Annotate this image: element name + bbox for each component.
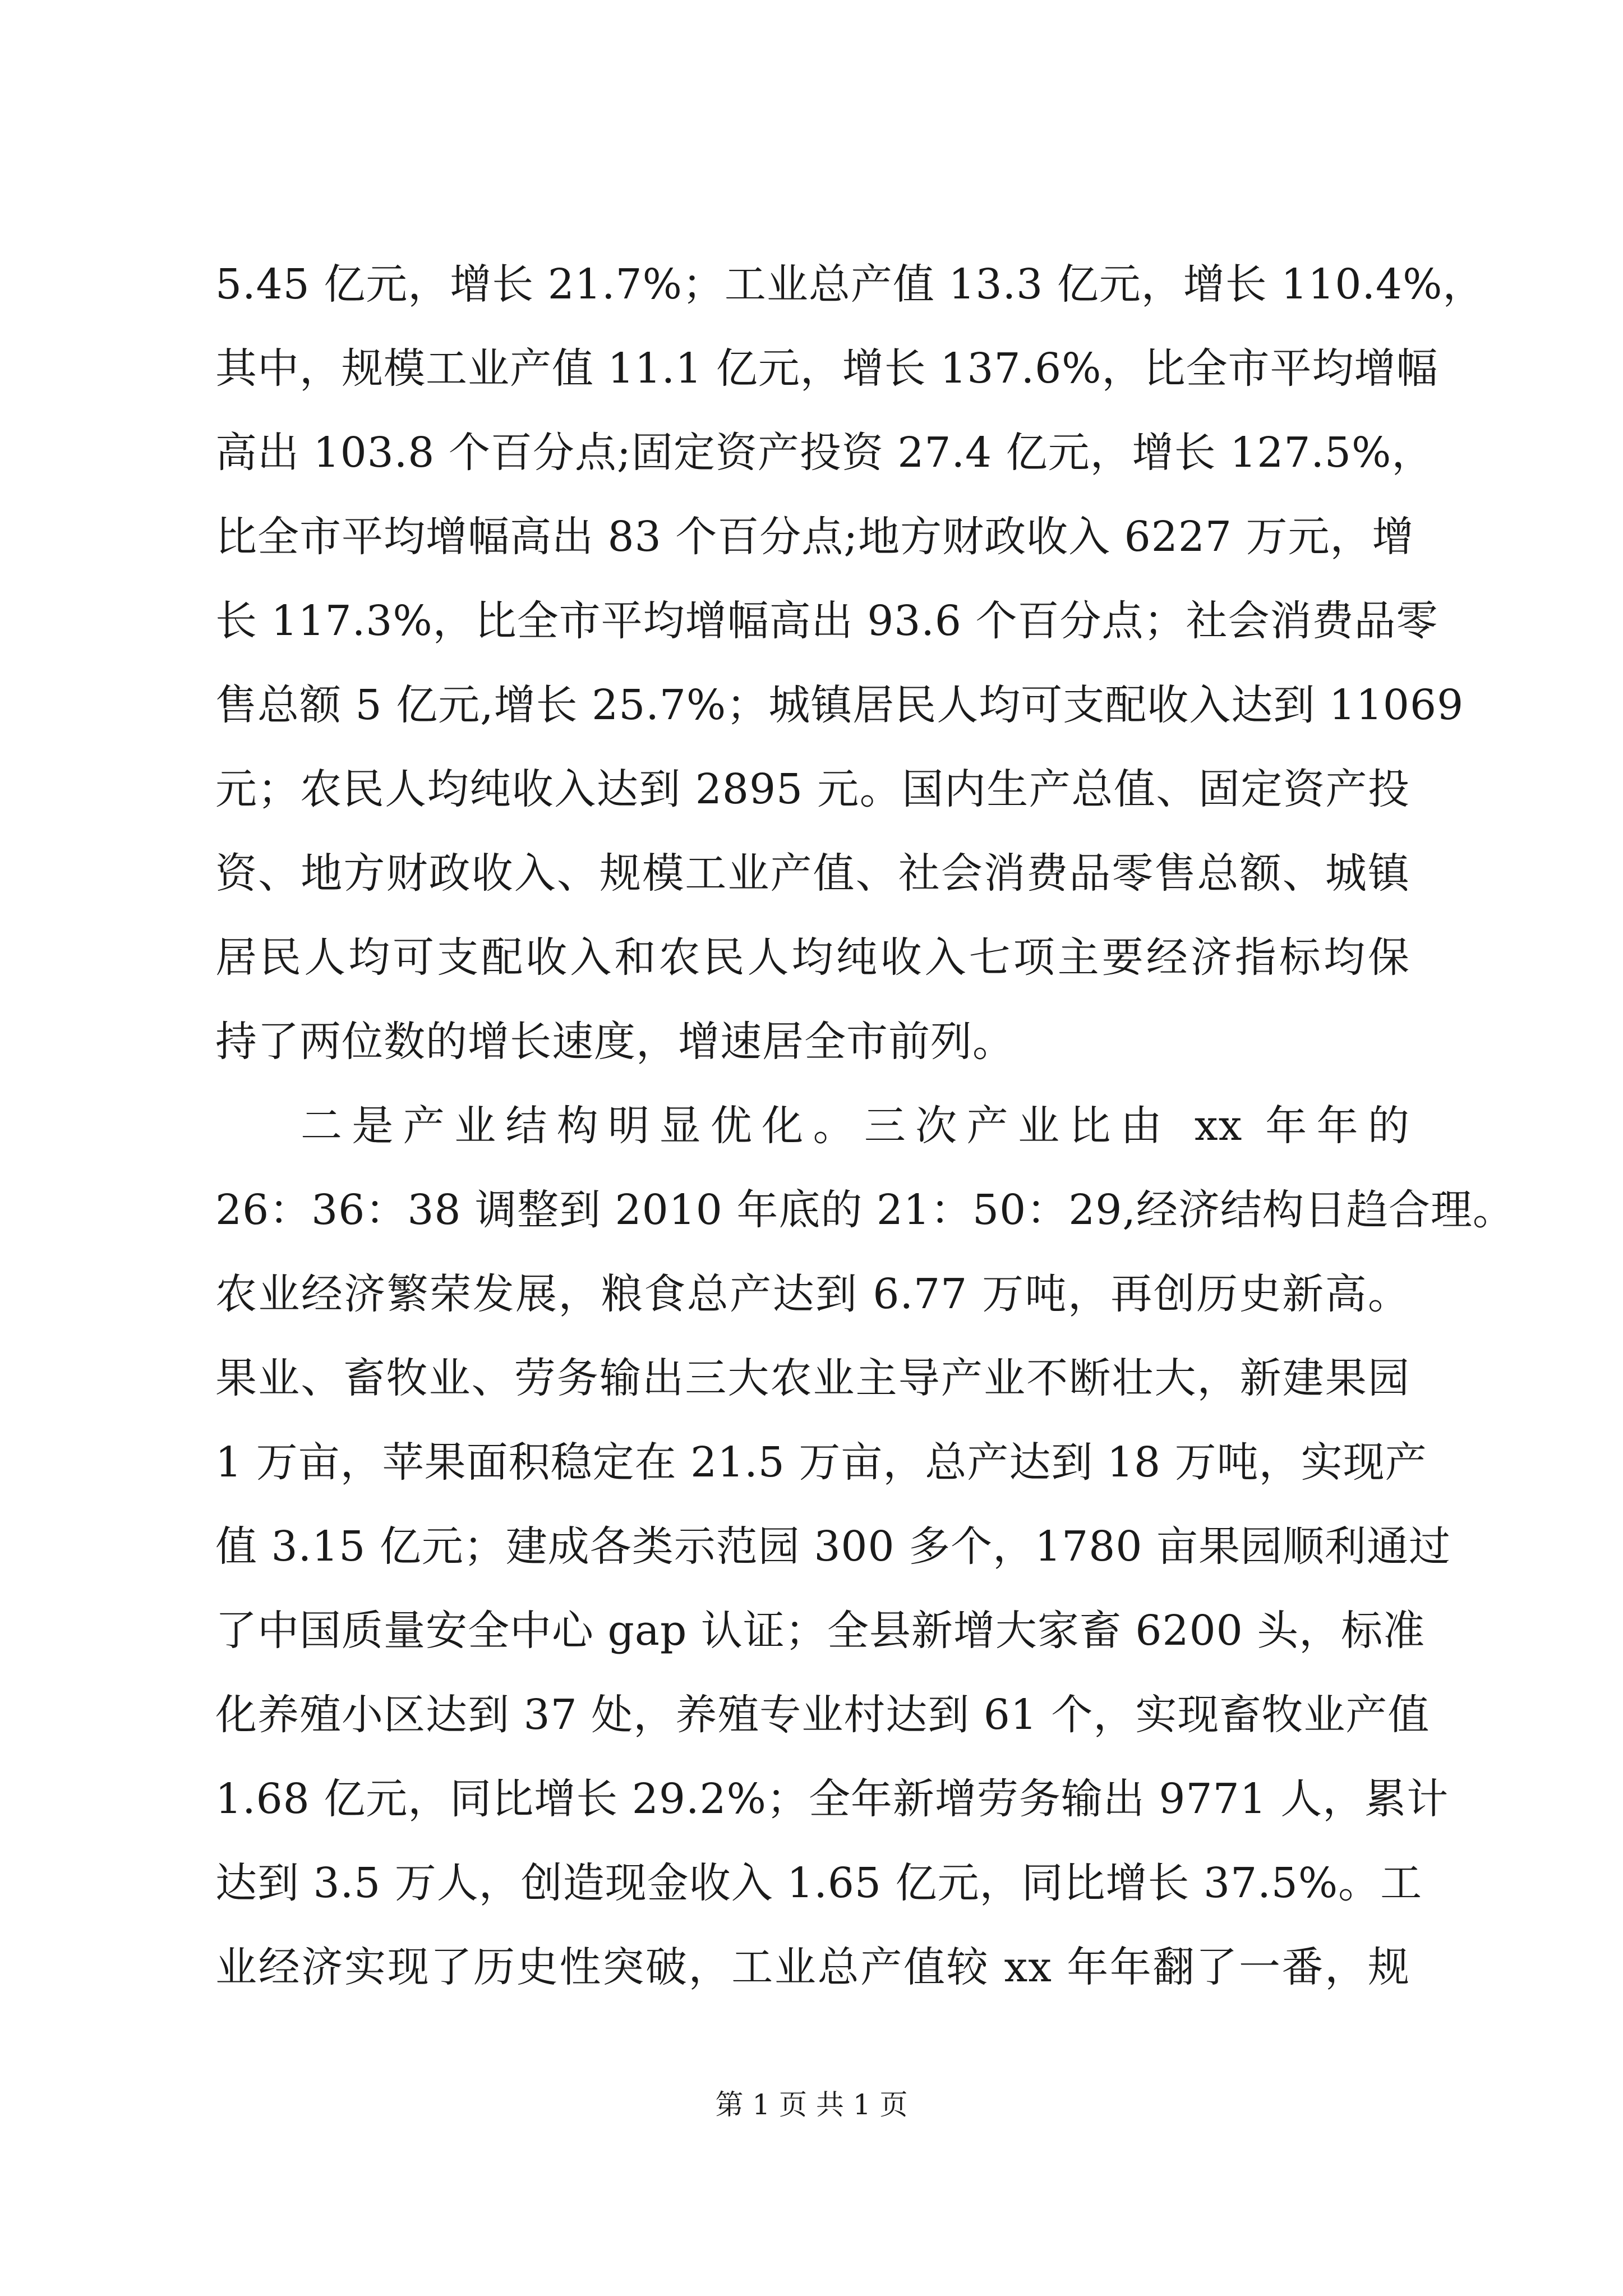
- text-line: 26：36：38 调整到 2010 年底的 21：50：29,经济结构日趋合理。: [215, 1186, 1515, 1234]
- text-line: 农业经济繁荣发展，粮食总产达到 6.77 万吨，再创历史新高。: [215, 1270, 1410, 1318]
- text-line: 资、地方财政收入、规模工业产值、社会消费品零售总额、城镇: [215, 849, 1410, 898]
- text-line: 1.68 亿元，同比增长 29.2%；全年新增劳务输出 9771 人，累计: [215, 1775, 1449, 1823]
- text-line: 1 万亩，苹果面积稳定在 21.5 万亩，总产达到 18 万吨，实现产: [215, 1438, 1427, 1487]
- text-line: 居民人均可支配收入和农民人均纯收入七项主要经济指标均保: [215, 933, 1410, 982]
- text-line: 元；农民人均纯收入达到 2895 元。国内生产总值、固定资产投: [215, 765, 1410, 813]
- page-number-footer: 第 1 页 共 1 页: [715, 2088, 908, 2121]
- text-line: 达到 3.5 万人，创造现金收入 1.65 亿元，同比增长 37.5%。工: [215, 1859, 1423, 1907]
- paragraph-first-line: 二是产业结构明显优化。三次产业比由 xx 年年的: [301, 1102, 1410, 1150]
- text-line: 持了两位数的增长速度，增速居全市前列。: [215, 1018, 1015, 1066]
- text-line: 果业、畜牧业、劳务输出三大农业主导产业不断壮大，新建果园: [215, 1354, 1410, 1402]
- text-line: 售总额 5 亿元,增长 25.7%；城镇居民人均可支配收入达到 11069: [215, 681, 1464, 729]
- text-line: 值 3.15 亿元；建成各类示范园 300 多个，1780 亩果园顺利通过: [215, 1522, 1451, 1571]
- text-line: 5.45 亿元，增长 21.7%；工业总产值 13.3 亿元，增长 110.4%，: [215, 260, 1485, 309]
- text-line: 长 117.3%，比全市平均增幅高出 93.6 个百分点；社会消费品零: [215, 597, 1438, 645]
- text-line: 高出 103.8 个百分点;固定资产投资 27.4 亿元，增长 127.5%，: [215, 429, 1434, 477]
- text-line: 业经济实现了历史性突破，工业总产值较 xx 年年翻了一番，规: [215, 1943, 1410, 1991]
- text-line: 其中，规模工业产值 11.1 亿元，增长 137.6%，比全市平均增幅: [215, 344, 1438, 393]
- text-line: 化养殖小区达到 37 处，养殖专业村达到 61 个，实现畜牧业产值: [215, 1691, 1430, 1739]
- text-line: 了中国质量安全中心 gap 认证；全县新增大家畜 6200 头，标准: [215, 1607, 1426, 1655]
- text-line: 比全市平均增幅高出 83 个百分点;地方财政收入 6227 万元，增: [215, 513, 1414, 561]
